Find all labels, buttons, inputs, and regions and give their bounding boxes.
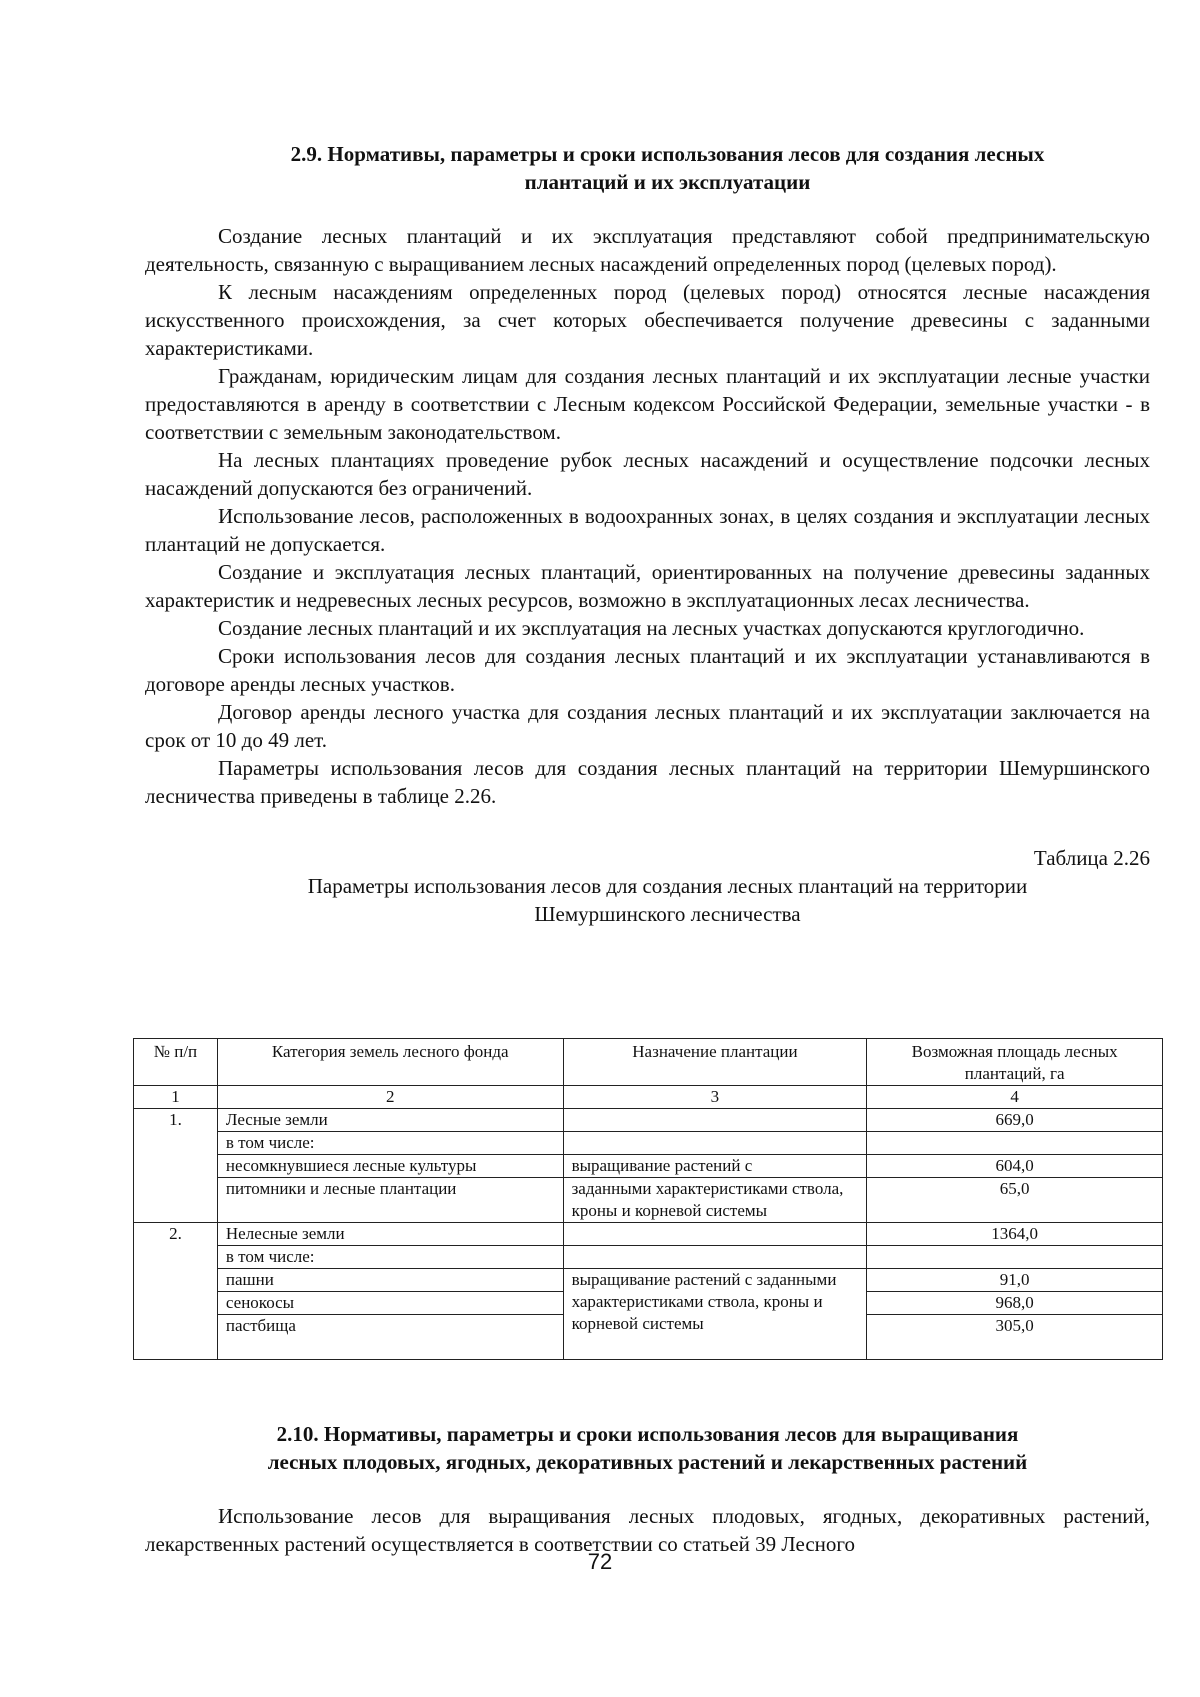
- table-row: [134, 1269, 1163, 1292]
- category-cell: сенокосы: [217, 1292, 563, 1315]
- table-title-line-2: Шемуршинского лесничества: [534, 902, 801, 926]
- heading-line-2: лесных плодовых, ягодных, декоративных растений и лекарственных растений: [267, 1450, 1028, 1474]
- area-cell: 968,0: [867, 1292, 1163, 1315]
- row-number: 1.: [134, 1109, 218, 1223]
- paragraph: К лесным насаждениям определенных пород (целевых пород) относятся лесные насаждения искусственного происхождения, за счет которых обеспечивается получение древесины с заданными характеристиками.: [145, 280, 1150, 360]
- table-title-line-1: Параметры использования лесов для создания лесных плантаций на территории: [307, 874, 1028, 898]
- section-body: [145, 222, 1150, 810]
- header-purpose: Назначение плантации: [563, 1039, 867, 1086]
- area-cell: [867, 1246, 1163, 1269]
- category-cell: Нелесные земли: [217, 1223, 563, 1246]
- area-cell: 65,0: [867, 1178, 1163, 1223]
- table-row: [134, 1109, 1163, 1132]
- area-cell: 91,0: [867, 1269, 1163, 1292]
- purpose-cell: [563, 1246, 867, 1269]
- table-row: [134, 1132, 1163, 1155]
- table-row: [134, 1223, 1163, 1246]
- heading-line-2: плантаций и их эксплуатации: [524, 170, 811, 194]
- col-number: 4: [867, 1086, 1163, 1109]
- paragraph: Договор аренды лесного участка для создания лесных плантаций и их эксплуатации заключается на срок от 10 до 49 лет.: [145, 700, 1150, 752]
- section-heading-2-9: [145, 140, 1150, 196]
- paragraph: Параметры использования лесов для создания лесных плантаций на территории Шемуршинского лесничества приведены в таблице 2.26.: [145, 756, 1150, 808]
- table-number: Таблица 2.26: [1033, 846, 1150, 870]
- category-cell: пашни: [217, 1269, 563, 1292]
- area-cell: 1364,0: [867, 1223, 1163, 1246]
- category-cell: несомкнувшиеся лесные культуры: [217, 1155, 563, 1178]
- parameters-table: [133, 1038, 1163, 1360]
- paragraph: Создание и эксплуатация лесных плантаций, ориентированных на получение древесины заданных характеристик и недревесных лесных ресурсов, возможно в эксплуатационных лесах лесничества.: [145, 560, 1150, 612]
- category-cell: Лесные земли: [217, 1109, 563, 1132]
- paragraph: Создание лесных плантаций и их эксплуатация представляют собой предпринимательскую деятельность, связанную с выращиванием лесных насаждений определенных пород (целевых пород).: [145, 224, 1150, 276]
- header-area: Возможная площадь лесных плантаций, га: [867, 1039, 1163, 1086]
- paragraph: Гражданам, юридическим лицам для создания лесных плантаций и их эксплуатации лесные участки предоставляются в аренду в соответствии с Лесным кодексом Российской Федерации, земельные участки - в соответствии с земельным законодательством.: [145, 364, 1150, 444]
- purpose-cell: выращивание растений с: [563, 1155, 867, 1178]
- category-cell: пастбища: [217, 1315, 563, 1360]
- category-cell: питомники и лесные плантации: [217, 1178, 563, 1223]
- table-title: [145, 872, 1150, 928]
- header-category: Категория земель лесного фонда: [217, 1039, 563, 1086]
- table-header-row: [134, 1039, 1163, 1086]
- section-heading-2-10: [145, 1420, 1150, 1476]
- area-cell: [867, 1132, 1163, 1155]
- area-cell: 669,0: [867, 1109, 1163, 1132]
- purpose-cell: [563, 1223, 867, 1246]
- table-row: [134, 1178, 1163, 1223]
- col-number: 1: [134, 1086, 218, 1109]
- area-cell: 305,0: [867, 1315, 1163, 1360]
- paragraph: Использование лесов для выращивания лесных плодовых, ягодных, декоративных растений, лекарственных растений осуществляется в соответствии со статьей 39 Лесного: [145, 1504, 1150, 1556]
- category-cell: в том числе:: [217, 1132, 563, 1155]
- section-2-9: [145, 140, 1150, 928]
- page-number: 72: [587, 1549, 613, 1574]
- purpose-cell: выращивание растений с заданными характеристиками ствола, кроны и корневой системы: [563, 1269, 867, 1360]
- table-row: [134, 1246, 1163, 1269]
- purpose-cell: [563, 1132, 867, 1155]
- paragraph: На лесных плантациях проведение рубок лесных насаждений и осуществление подсочки лесных насаждений допускаются без ограничений.: [145, 448, 1150, 500]
- category-cell: в том числе:: [217, 1246, 563, 1269]
- section-2-10: [145, 1420, 1150, 1558]
- col-number: 3: [563, 1086, 867, 1109]
- table-row: [134, 1155, 1163, 1178]
- col-number: 2: [217, 1086, 563, 1109]
- heading-line-1: 2.10. Нормативы, параметры и сроки использования лесов для выращивания: [276, 1422, 1019, 1446]
- paragraph: Использование лесов, расположенных в водоохранных зонах, в целях создания и эксплуатации лесных плантаций не допускается.: [145, 504, 1150, 556]
- row-number: 2.: [134, 1223, 218, 1360]
- paragraph: Создание лесных плантаций и их эксплуатация на лесных участках допускаются круглогодично.: [218, 616, 1085, 640]
- purpose-cell: заданными характеристиками ствола, кроны и корневой системы: [563, 1178, 867, 1223]
- header-num: № п/п: [134, 1039, 218, 1086]
- paragraph: Сроки использования лесов для создания лесных плантаций и их эксплуатации устанавливаются в договоре аренды лесных участков.: [145, 644, 1150, 696]
- heading-line-1: 2.9. Нормативы, параметры и сроки использования лесов для создания лесных: [290, 142, 1045, 166]
- purpose-cell: [563, 1109, 867, 1132]
- area-cell: 604,0: [867, 1155, 1163, 1178]
- column-numbers-row: [134, 1086, 1163, 1109]
